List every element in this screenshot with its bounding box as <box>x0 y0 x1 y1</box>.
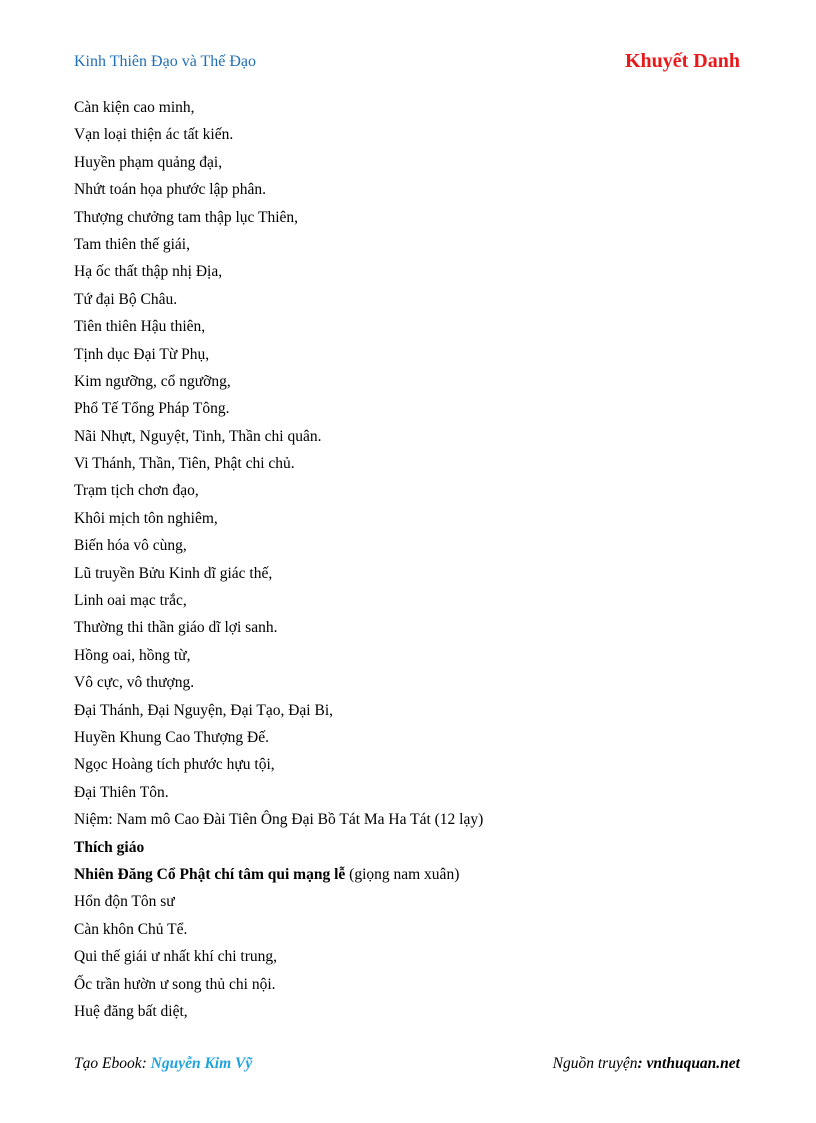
verse-line: Nhứt toán họa phước lập phân. <box>74 181 267 199</box>
verse-line: Đại Thiên Tôn. <box>74 783 169 801</box>
book-title: Kinh Thiên Đạo và Thế Đạo <box>74 53 257 70</box>
ebook-credit <box>74 1055 252 1073</box>
page-footer <box>74 1055 740 1077</box>
verse-line: Đại Thánh, Đại Nguyện, Đại Tạo, Đại Bi, <box>74 701 333 719</box>
verse-line: Càn khôn Chủ Tể. <box>74 920 188 938</box>
verse-line: Tiên thiên Hậu thiên, <box>74 318 206 336</box>
page-content <box>74 94 754 1025</box>
verse-line: Lũ truyền Bửu Kinh dĩ giác thế, <box>74 564 273 582</box>
verse-line: Huệ đăng bất diệt, <box>74 1002 188 1020</box>
ebook-creator: Nguyễn Kim Vỹ <box>150 1055 253 1072</box>
section-heading: Thích giáo <box>74 838 145 856</box>
verse-line: Tứ đại Bộ Châu. <box>74 290 178 308</box>
invocation-line <box>74 861 754 888</box>
verse-line: Kim ngưỡng, cổ ngưỡng, <box>74 372 231 390</box>
verse-line: Tam thiên thế giái, <box>74 235 190 253</box>
page-header <box>74 50 740 76</box>
ebook-separator: : <box>141 1055 151 1072</box>
verse-line: Nãi Nhựt, Nguyệt, Tinh, Thần chi quân. <box>74 427 322 445</box>
invocation-instruction: Niệm: Nam mô Cao Đài Tiên Ông Đại Bồ Tát Ma Ha Tát (12 lạy) <box>74 811 484 829</box>
verse-line: Trạm tịch chơn đạo, <box>74 482 199 500</box>
source-credit <box>553 1055 740 1073</box>
verse-line: Ngọc Hoàng tích phước hựu tội, <box>74 756 275 774</box>
verse-line: Càn kiện cao minh, <box>74 99 195 116</box>
verse-line: Thường thi thần giáo dĩ lợi sanh. <box>74 619 278 637</box>
source-site: vnthuquan.net <box>646 1055 740 1072</box>
author-name: Khuyết Danh <box>624 50 740 72</box>
verse-line: Vạn loại thiện ác tất kiến. <box>74 126 234 144</box>
source-separator: : <box>637 1055 647 1072</box>
verse-line: Linh oai mạc trắc, <box>74 592 187 610</box>
invocation-title: Nhiên Đăng Cổ Phật chí tâm qui mạng lễ <box>74 865 346 883</box>
verse-line: Vi Thánh, Thần, Tiên, Phật chi chủ. <box>74 455 295 473</box>
verse-line: Tịnh dục Đại Từ Phụ, <box>74 345 210 363</box>
verse-line: Phổ Tế Tổng Pháp Tông. <box>74 400 230 418</box>
invocation-note: (giọng nam xuân) <box>345 865 460 883</box>
verse-line: Hồng oai, hồng từ, <box>74 646 191 664</box>
verse-line: Hổn độn Tôn sư <box>74 893 175 911</box>
ebook-label: Tạo Ebook <box>74 1055 142 1072</box>
verse-line: Huyền phạm quảng đại, <box>74 153 223 171</box>
verse-line: Hạ ốc thất thập nhị Địa, <box>74 263 223 281</box>
verse-line: Qui thế giái ư nhất khí chi trung, <box>74 948 277 966</box>
verse-line: Ốc trần hườn ư song thủ chi nội. <box>74 975 276 993</box>
verse-line: Vô cực, vô thượng. <box>74 674 195 692</box>
verse-line: Huyền Khung Cao Thượng Đế. <box>74 728 269 746</box>
source-label: Nguồn truyện <box>552 1055 638 1072</box>
verse-line: Thượng chưởng tam thập lục Thiên, <box>74 208 299 226</box>
verse-line: Biến hóa vô cùng, <box>74 537 187 555</box>
verse-line: Khôi mịch tôn nghiêm, <box>74 509 218 527</box>
